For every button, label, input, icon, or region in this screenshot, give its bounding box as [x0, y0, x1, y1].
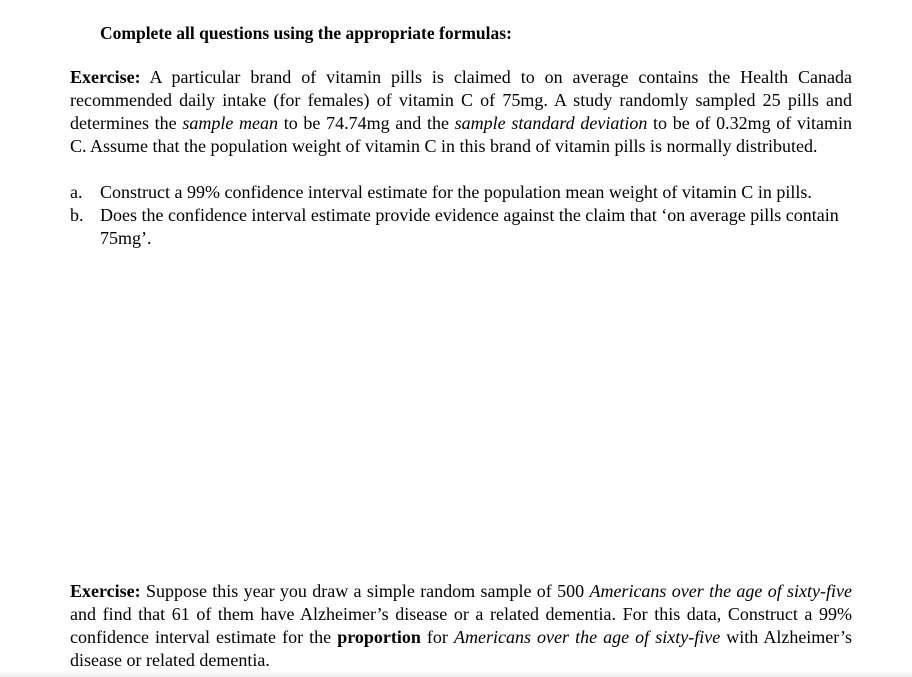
exercise-1-label: Exercise: — [70, 67, 141, 87]
exercise-1-paragraph — [70, 66, 852, 158]
population-term: Americans over the age of sixty-five — [589, 581, 852, 601]
page-bottom-edge — [0, 671, 912, 677]
question-text: Construct a 99% confidence interval estimate for the population mean weight of vitamin C in pills. — [100, 182, 812, 202]
exercise-2-text-part: for — [420, 627, 454, 647]
exercise-2-label: Exercise: — [70, 581, 141, 601]
sample-sd-term: sample standard deviation — [454, 113, 648, 133]
population-term: Americans over the age of sixty-five — [453, 627, 721, 647]
proportion-term: proportion — [337, 627, 421, 647]
question-text: Does the confidence interval estimate provide evidence against the claim that ‘on average pills contain 75mg’. — [100, 205, 839, 248]
exercise-2-text-part: and find that 61 of them have Alzheimer’s disease or a related dementia. For this data, Construct a 99% confidence interval estimate for the — [70, 604, 852, 647]
exercise-2-paragraph — [70, 580, 852, 672]
question-item-a — [70, 181, 852, 204]
exercise-2-text-part: with Alzheimer’s disease or related dementia. — [70, 627, 852, 670]
page-heading: Complete all questions using the appropriate formulas: — [100, 23, 512, 43]
sample-mean-term: sample mean — [182, 113, 279, 133]
question-item-b — [70, 204, 852, 250]
question-marker: b. — [70, 205, 84, 225]
exercise-1-text-part: to be 74.74mg and the — [278, 113, 455, 133]
exercise-1-text-part: to be of 0.32mg of vitamin C. Assume that the population weight of vitamin C in this brand of vitamin pills is normally distributed. — [70, 113, 852, 156]
exercise-2-text-part: Suppose this year you draw a simple random sample of 500 — [140, 581, 590, 601]
exercise-1-text-part: A particular brand of vitamin pills is claimed to on average contains the Health Canada recommended daily intake (for females) of vitamin C of 75mg. A study randomly sampled 25 pills and determines the — [70, 67, 852, 133]
question-marker: a. — [70, 182, 83, 202]
exercise-1-question-list — [70, 181, 852, 250]
